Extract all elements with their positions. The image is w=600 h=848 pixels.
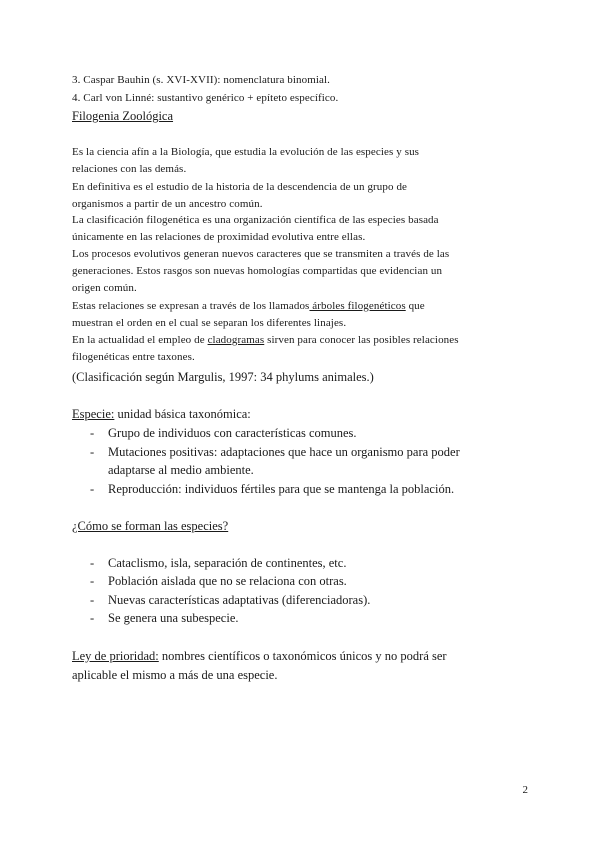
list-item: Mutaciones positivas: adaptaciones que hace un organismo para poder xyxy=(108,445,460,459)
text-run: nombres científicos o taxonómicos únicos y no podrá ser xyxy=(158,649,447,663)
list-item-continuation: adaptarse al medio ambiente. xyxy=(108,463,254,477)
bullet-dash: - xyxy=(90,482,95,496)
paragraph-line: origen común. xyxy=(72,282,137,294)
bullet-dash: - xyxy=(90,574,95,588)
bullet-dash: - xyxy=(90,556,95,570)
especie-definition xyxy=(72,407,251,422)
list-item-linne: 4. Carl von Linné: sustantivo genérico + epíteto específico. xyxy=(72,92,339,104)
text-run: sirven para conocer las posibles relaciones xyxy=(264,334,459,346)
ley-prioridad-label: Ley de prioridad: xyxy=(72,649,159,663)
ley-prioridad-line2: aplicable el mismo a más de una especie. xyxy=(72,668,278,682)
bullet-dash: - xyxy=(90,445,95,459)
list-item: Población aislada que no se relaciona con otras. xyxy=(108,574,347,588)
list-item: Nuevas características adaptativas (diferenciadoras). xyxy=(108,593,371,607)
paragraph-line: muestran el orden en el cual se separan los diferentes linajes. xyxy=(72,317,347,329)
list-item: Grupo de individuos con características comunes. xyxy=(108,426,357,440)
text-run: Estas relaciones se expresan a través de los llamados xyxy=(72,300,310,312)
paragraph-line: La clasificación filogenética es una organización científica de las especies basada xyxy=(72,214,439,226)
paragraph-line: generaciones. Estos rasgos son nuevas homologías compartidas que evidencian un xyxy=(72,265,443,277)
bullet-dash: - xyxy=(90,426,95,440)
list-item: Cataclismo, isla, separación de continentes, etc. xyxy=(108,556,347,570)
margulis-note: (Clasificación según Margulis, 1997: 34 phylums animales.) xyxy=(72,370,374,384)
paragraph-line: organismos a partir de un ancestro común. xyxy=(72,198,263,210)
paragraph-line: filogenéticas entre taxones. xyxy=(72,351,195,363)
paragraph-line: relaciones con las demás. xyxy=(72,163,187,175)
paragraph-line: En definitiva es el estudio de la historia de la descendencia de un grupo de xyxy=(72,181,408,193)
page-number: 2 xyxy=(522,784,528,796)
text-run: unidad básica taxonómica: xyxy=(114,407,251,421)
bullet-dash: - xyxy=(90,593,95,607)
bullet-dash: - xyxy=(90,611,95,625)
list-item-bauhin: 3. Caspar Bauhin (s. XVI-XVII): nomenclatura binomial. xyxy=(72,74,331,86)
paragraph-line: Los procesos evolutivos generan nuevos caracteres que se transmiten a través de las xyxy=(72,248,450,260)
paragraph-line xyxy=(72,334,459,346)
cladogramas-term: cladogramas xyxy=(207,334,265,346)
especie-label: Especie: xyxy=(72,407,115,421)
paragraph-line: Es la ciencia afín a la Biología, que estudia la evolución de las especies y sus xyxy=(72,146,420,158)
ley-prioridad xyxy=(72,649,447,664)
paragraph-line xyxy=(72,300,425,312)
text-run: En la actualidad el empleo de xyxy=(72,334,208,346)
list-item: Reproducción: individuos fértiles para que se mantenga la población. xyxy=(108,482,455,496)
text-run: que xyxy=(405,300,425,312)
section-heading-filogenia: Filogenia Zoológica xyxy=(72,109,174,123)
list-item: Se genera una subespecie. xyxy=(108,611,239,625)
paragraph-line: únicamente en las relaciones de proximidad evolutiva entre ellas. xyxy=(72,231,366,243)
arboles-filogeneticos-term: árboles filogenéticos xyxy=(309,300,406,312)
section-heading-como: ¿Cómo se forman las especies? xyxy=(72,519,229,533)
